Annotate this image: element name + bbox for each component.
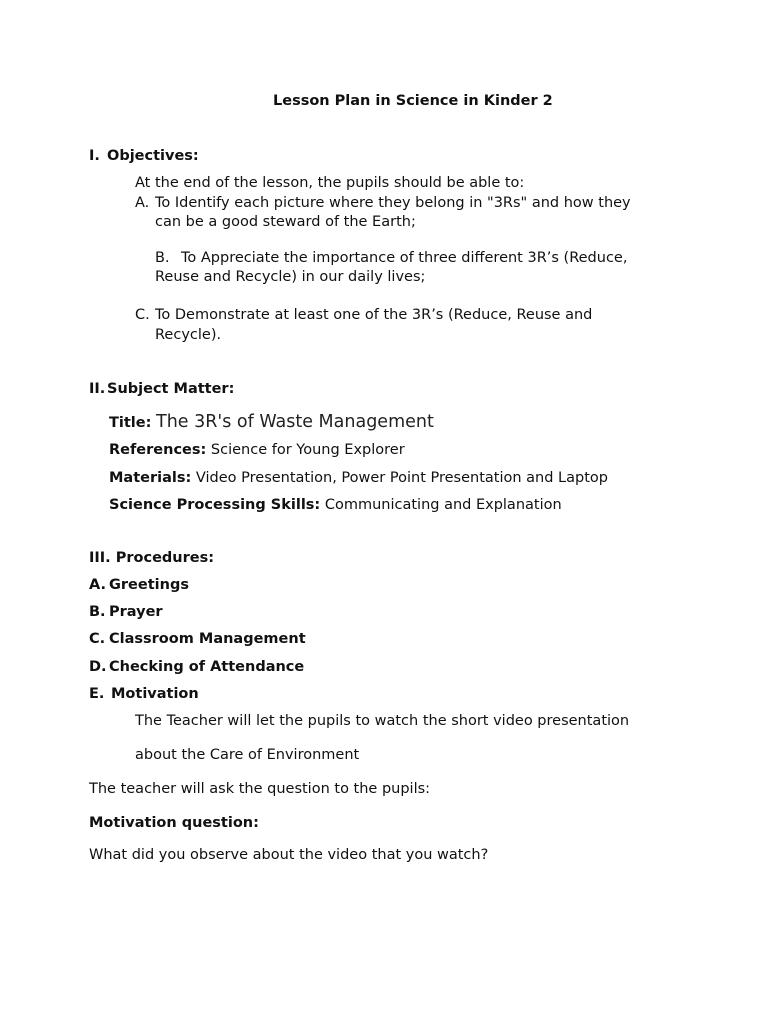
procedure-c-marker: C. — [89, 631, 106, 647]
procedure-d-marker: D. — [89, 659, 107, 675]
objective-c-line2: Recycle). — [155, 327, 222, 343]
title-label: Title: — [109, 415, 152, 431]
objective-b-line2: Reuse and Recycle) in our daily lives; — [155, 269, 426, 285]
skills-label: Science Processing Skills: — [109, 497, 321, 513]
procedure-prayer: Prayer — [109, 604, 163, 620]
procedure-a-marker: A. — [89, 577, 106, 593]
procedure-classroom-management: Classroom Management — [109, 631, 306, 647]
motivation-line-1: The Teacher will let the pupils to watch the short video presentation — [135, 713, 630, 729]
objective-a-marker: A. — [135, 195, 150, 211]
references-row — [109, 442, 405, 458]
procedures-heading: III. Procedures: — [89, 550, 215, 566]
materials-row — [109, 470, 608, 486]
references-label: References: — [109, 442, 207, 458]
objective-c-marker: C. — [135, 307, 150, 323]
procedure-attendance: Checking of Attendance — [109, 659, 305, 675]
references-value: Science for Young Explorer — [210, 442, 405, 458]
procedure-e-marker: E. — [89, 686, 105, 702]
subject-title-row — [109, 412, 434, 432]
subject-matter-heading: Subject Matter: — [107, 381, 235, 397]
materials-label: Materials: — [109, 470, 192, 486]
objective-b-marker: B. — [155, 250, 170, 266]
objective-a-line2: can be a good steward of the Earth; — [155, 214, 416, 230]
subject-matter-numeral: II. — [89, 381, 106, 397]
objective-b-line1: To Appreciate the importance of three different 3R’s (Reduce, — [181, 250, 628, 266]
procedure-greetings: Greetings — [109, 577, 189, 593]
skills-value: Communicating and Explanation — [324, 497, 562, 513]
skills-row — [109, 497, 562, 513]
title-value: The 3R's of Waste Management — [156, 412, 434, 432]
objectives-intro: At the end of the lesson, the pupils should be able to: — [135, 175, 525, 191]
motivation-question: What did you observe about the video that you watch? — [89, 847, 489, 863]
objective-a-line1: To Identify each picture where they belong in "3Rs" and how they — [155, 195, 631, 211]
objectives-numeral: I. — [89, 148, 100, 164]
teacher-question-intro: The teacher will ask the question to the pupils: — [89, 781, 431, 797]
motivation-question-label: Motivation question: — [89, 815, 259, 831]
motivation-line-2: about the Care of Environment — [135, 747, 360, 763]
objectives-heading: Objectives: — [107, 148, 199, 164]
procedure-b-marker: B. — [89, 604, 106, 620]
procedure-motivation: Motivation — [111, 686, 199, 702]
document-title: Lesson Plan in Science in Kinder 2 — [273, 93, 553, 109]
objective-c-line1: To Demonstrate at least one of the 3R’s (Reduce, Reuse and — [155, 307, 593, 323]
materials-value: Video Presentation, Power Point Presentation and Laptop — [195, 470, 608, 486]
